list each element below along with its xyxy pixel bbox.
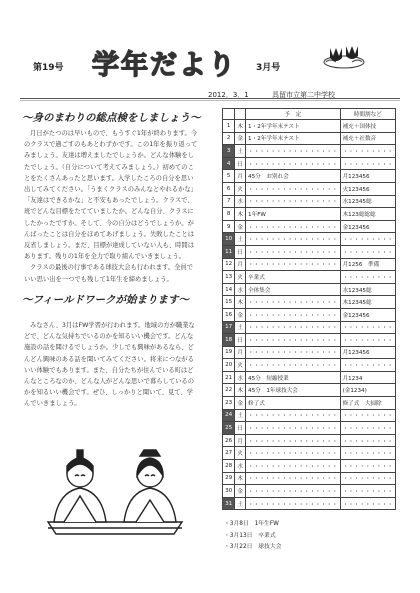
schedule-row <box>223 497 396 510</box>
tulip-logo-icon <box>322 40 366 70</box>
schedule-plan: 修了式 <box>246 397 341 410</box>
schedule-day: 22 <box>223 384 235 397</box>
schedule-weekday: 月 <box>235 170 246 183</box>
schedule-timetable: ・・・・・・・・・ <box>340 271 395 284</box>
schedule-day: 27 <box>223 447 235 460</box>
schedule-plan: ・・・・・・・・・・・・・・・・ <box>246 157 341 170</box>
schedule-plan: ・・・・・・・・・・・・・・・・ <box>246 460 341 473</box>
schedule-plan: ・・・・・・・・・・・・・・・・ <box>246 472 341 485</box>
schedule-row <box>223 258 396 271</box>
schedule-timetable: (金1234) <box>340 384 395 397</box>
schedule-day: 15 <box>223 296 235 309</box>
schedule-header-plan: 予 定 <box>246 109 341 120</box>
schedule-weekday: 日 <box>235 422 246 435</box>
schedule-weekday: 木 <box>235 472 246 485</box>
schedule-plan: 45分 お別れ会 <box>246 170 341 183</box>
section1-paragraph: 月日がたつのは早いもので、もうすぐ1年が終わります。今のクラスで過ごすのもあとわずかです。この1年を振り返ってみましょう。友達は増えましたでしょうか。どんな体験をしたでしょう。（自分について考えてみましょう。）初めてのことをたくさんあったと思います。入学したころの自分を思い出してみてください。「うまくクラスのみんなとやれるかな」「友達はできるかな」と不安もあったでしょう。クラスで、班でどんな目標をたてていましたか。どんな自分、クラスにしたかったですか。そして、今の自分はどうでしょうか。がんばったことは自分をほめてあげましょう。失敗したことは反省しましょう。まだ、目標が達成していない人も、時間はあります。残りの1年を全力で取り組んでいきましょう。 <box>24 130 198 261</box>
schedule-day: 2 <box>223 132 235 145</box>
schedule-plan: ・・・・・・・・・・・・・・・・ <box>246 321 341 334</box>
schedule-timetable: 補充＋社数音 <box>340 132 395 145</box>
schedule-day: 8 <box>223 208 235 221</box>
schedule-plan: 45分 1年球技大会 <box>246 384 341 397</box>
schedule-timetable: ・・・・・・・・・ <box>340 409 395 422</box>
schedule-day: 19 <box>223 346 235 359</box>
schedule-day: 4 <box>223 157 235 170</box>
schedule-day: 30 <box>223 485 235 498</box>
section1-paragraph: クラスの最後の行事である球技大会も行われます。全員でいい思い出を一つでも残して1年生を締めましょう。 <box>24 264 194 283</box>
schedule-day: 7 <box>223 195 235 208</box>
schedule-row <box>223 397 396 410</box>
schedule-row <box>223 208 396 221</box>
schedule-weekday: 月 <box>235 258 246 271</box>
schedule-timetable: 補充＋国体技 <box>340 120 395 133</box>
schedule-day: 20 <box>223 359 235 372</box>
schedule-plan: ・・・・・・・・・・・・・・・・ <box>246 308 341 321</box>
schedule-plan: ・・・・・・・・・・・・・・・・ <box>246 182 341 195</box>
schedule-day: 10 <box>223 233 235 246</box>
schedule-timetable: 月1234 <box>340 371 395 384</box>
schedule-weekday: 金 <box>235 220 246 233</box>
schedule-timetable: 月123456 <box>340 170 395 183</box>
march-schedule-table <box>222 108 396 510</box>
schedule-row <box>223 271 396 284</box>
schedule-plan: 全体集会 <box>246 283 341 296</box>
schedule-row <box>223 195 396 208</box>
schedule-row <box>223 346 396 359</box>
schedule-plan: 45分 短縮授業 <box>246 371 341 384</box>
schedule-row <box>223 145 396 158</box>
issue-number: 第19号 <box>33 63 64 73</box>
schedule-weekday: 木 <box>235 296 246 309</box>
schedule-timetable: ・・・・・・・・・ <box>340 422 395 435</box>
schedule-day: 13 <box>223 271 235 284</box>
schedule-timetable: ・・・・・・・・・ <box>340 359 395 372</box>
schedule-timetable: ・・・・・・・・・ <box>340 497 395 510</box>
schedule-row <box>223 182 396 195</box>
schedule-header-day <box>223 109 235 120</box>
schedule-weekday: 火 <box>235 271 246 284</box>
schedule-plan: ・・・・・・・・・・・・・・・・ <box>246 258 341 271</box>
month-label: 3月号 <box>256 63 281 73</box>
schedule-day: 17 <box>223 321 235 334</box>
schedule-plan: 卒業式 <box>246 271 341 284</box>
schedule-weekday: 日 <box>235 334 246 347</box>
schedule-row <box>223 371 396 384</box>
schedule-row <box>223 120 396 133</box>
schedule-row <box>223 472 396 485</box>
schedule-weekday: 金 <box>235 397 246 410</box>
schedule-row <box>223 422 396 435</box>
schedule-day: 31 <box>223 497 235 510</box>
schedule-timetable: ・・・・・・・・・ <box>340 157 395 170</box>
schedule-timetable: 水12345総 <box>340 195 395 208</box>
schedule-plan: ・・・・・・・・・・・・・・・・ <box>246 195 341 208</box>
schedule-row <box>223 447 396 460</box>
schedule-weekday: 日 <box>235 157 246 170</box>
schedule-weekday: 金 <box>235 485 246 498</box>
schedule-plan: ・・・・・・・・・・・・・・・・ <box>246 447 341 460</box>
schedule-timetable: ・・・・・・・・・ <box>340 472 395 485</box>
schedule-weekday: 金 <box>235 308 246 321</box>
schedule-day: 5 <box>223 170 235 183</box>
schedule-day: 11 <box>223 245 235 258</box>
schedule-weekday: 水 <box>235 283 246 296</box>
schedule-plan: ・・・・・・・・・・・・・・・・ <box>246 359 341 372</box>
schedule-timetable: 木123総総総 <box>340 208 395 221</box>
schedule-row <box>223 132 396 145</box>
schedule-row <box>223 245 396 258</box>
schedule-row <box>223 308 396 321</box>
schedule-weekday: 水 <box>235 371 246 384</box>
schedule-plan: ・・・・・・・・・・・・・・・・ <box>246 497 341 510</box>
schedule-timetable: ・・・・・・・・・ <box>340 233 395 246</box>
schedule-day: 29 <box>223 472 235 485</box>
section1-body <box>24 128 198 285</box>
schedule-weekday: 木 <box>235 384 246 397</box>
schedule-weekday: 水 <box>235 195 246 208</box>
schedule-row <box>223 321 396 334</box>
schedule-weekday: 火 <box>235 182 246 195</box>
schedule-plan: ・・・・・・・・・・・・・・・・ <box>246 145 341 158</box>
schedule-row <box>223 434 396 447</box>
schedule-day: 23 <box>223 397 235 410</box>
schedule-plan: ・・・・・・・・・・・・・・・・ <box>246 296 341 309</box>
schedule-weekday: 土 <box>235 145 246 158</box>
schedule-plan: ・・・・・・・・・・・・・・・・ <box>246 422 341 435</box>
schedule-timetable: ・・・・・・・・・ <box>340 485 395 498</box>
schedule-row <box>223 460 396 473</box>
schedule-plan: ・・・・・・・・・・・・・・・・ <box>246 334 341 347</box>
section2-heading: ～フィールドワークが始まります～ <box>22 294 189 306</box>
schedule-timetable: 月123456 <box>340 346 395 359</box>
schedule-day: 26 <box>223 434 235 447</box>
schedule-row <box>223 220 396 233</box>
schedule-row <box>223 170 396 183</box>
schedule-day: 6 <box>223 182 235 195</box>
schedule-weekday: 火 <box>235 447 246 460</box>
schedule-plan: ・・・・・・・・・・・・・・・・ <box>246 346 341 359</box>
schedule-row <box>223 233 396 246</box>
newsletter-title: 学年だより <box>92 50 237 81</box>
schedule-weekday: 火 <box>235 359 246 372</box>
schedule-row <box>223 409 396 422</box>
schedule-weekday: 月 <box>235 346 246 359</box>
schedule-day: 21 <box>223 371 235 384</box>
schedule-weekday: 土 <box>235 497 246 510</box>
schedule-row <box>223 283 396 296</box>
schedule-timetable: 火123456 <box>340 182 395 195</box>
schedule-timetable: 修了式 大掃除 <box>340 397 395 410</box>
schedule-weekday: 日 <box>235 245 246 258</box>
schedule-day: 25 <box>223 422 235 435</box>
schedule-weekday: 月 <box>235 434 246 447</box>
schedule-timetable: ・・・・・・・・・ <box>340 460 395 473</box>
event-notes <box>224 519 281 554</box>
schedule-header-timetable: 時間割など <box>340 109 395 120</box>
schedule-timetable: ・・・・・・・・・ <box>340 334 395 347</box>
schedule-day: 24 <box>223 409 235 422</box>
schedule-plan: ・・・・・・・・・・・・・・・・ <box>246 220 341 233</box>
schedule-weekday: 木 <box>235 120 246 133</box>
schedule-timetable: ・・・・・・・・・ <box>340 145 395 158</box>
schedule-weekday: 土 <box>235 409 246 422</box>
schedule-weekday: 土 <box>235 321 246 334</box>
schedule-timetable: ・・・・・・・・・ <box>340 447 395 460</box>
schedule-row <box>223 334 396 347</box>
schedule-timetable: ・・・・・・・・・ <box>340 245 395 258</box>
schedule-header-weekday <box>235 109 246 120</box>
schedule-plan: ・・・・・・・・・・・・・・・・ <box>246 434 341 447</box>
schedule-plan: 1・2年学年末テスト <box>246 120 341 133</box>
issue-date: 2012．3．1 <box>208 91 249 99</box>
schedule-day: 14 <box>223 283 235 296</box>
schedule-timetable: 金123456 <box>340 220 395 233</box>
schedule-day: 1 <box>223 120 235 133</box>
schedule-day: 3 <box>223 145 235 158</box>
schedule-timetable: 水12345総 <box>340 283 395 296</box>
schedule-day: 28 <box>223 460 235 473</box>
schedule-weekday: 土 <box>235 233 246 246</box>
schedule-plan: ・・・・・・・・・・・・・・・・ <box>246 233 341 246</box>
schedule-row <box>223 384 396 397</box>
schedule-day: 12 <box>223 258 235 271</box>
note-item: ・3月8日 1年生FW <box>224 521 279 527</box>
section2-paragraph: みなさん、3月はFW学習が行われます。地域の方が職業などで、どんな気持ちでいるのかを知るいい機会です。どんな施設の話を聞けるでしょうか。少しでも興味があるなら、どんどん興味のある話を聞いてみてください。将来につながるいい体験でもあります。また、自分たちが住んでいる町はどんなところなのか、どんな人がどんな思いで暮らしているのかを知るいい機会です。ぜひ、しっかりと聞いて、見て、学んでいきましょう。 <box>24 322 195 408</box>
header-rule-thin <box>20 100 400 101</box>
schedule-weekday: 水 <box>235 460 246 473</box>
schedule-timetable: 金123456 <box>340 308 395 321</box>
school-name: 具留市立第二中学校 <box>272 91 335 99</box>
schedule-row <box>223 485 396 498</box>
schedule-timetable: ・・・・・・・・・ <box>340 321 395 334</box>
section2-body <box>24 320 198 410</box>
schedule-weekday: 木 <box>235 208 246 221</box>
section1-heading: ～身のまわりの総点検をしましょう～ <box>22 112 201 124</box>
schedule-timetable: 月1256 準備 <box>340 258 395 271</box>
schedule-header-row <box>223 109 396 120</box>
header-rule <box>20 98 400 99</box>
schedule-plan: 1・2年学年末テスト <box>246 132 341 145</box>
schedule-timetable: ・・・・・・・・・ <box>340 434 395 447</box>
schedule-timetable: 木12345総 <box>340 296 395 309</box>
schedule-plan: 1年FW <box>246 208 341 221</box>
schedule-day: 18 <box>223 334 235 347</box>
schedule-body <box>223 120 396 510</box>
schedule-row <box>223 296 396 309</box>
schedule-day: 9 <box>223 220 235 233</box>
schedule-plan: ・・・・・・・・・・・・・・・・ <box>246 485 341 498</box>
schedule-row <box>223 157 396 170</box>
note-item: ・3月22日 球技大会 <box>224 544 282 551</box>
schedule-plan: ・・・・・・・・・・・・・・・・ <box>246 245 341 258</box>
schedule-plan: ・・・・・・・・・・・・・・・・ <box>246 409 341 422</box>
schedule-row <box>223 359 396 372</box>
note-item: ・3月13日 卒業式 <box>224 532 276 539</box>
hina-dolls-illustration <box>40 444 190 536</box>
schedule-day: 16 <box>223 308 235 321</box>
schedule-weekday: 金 <box>235 132 246 145</box>
